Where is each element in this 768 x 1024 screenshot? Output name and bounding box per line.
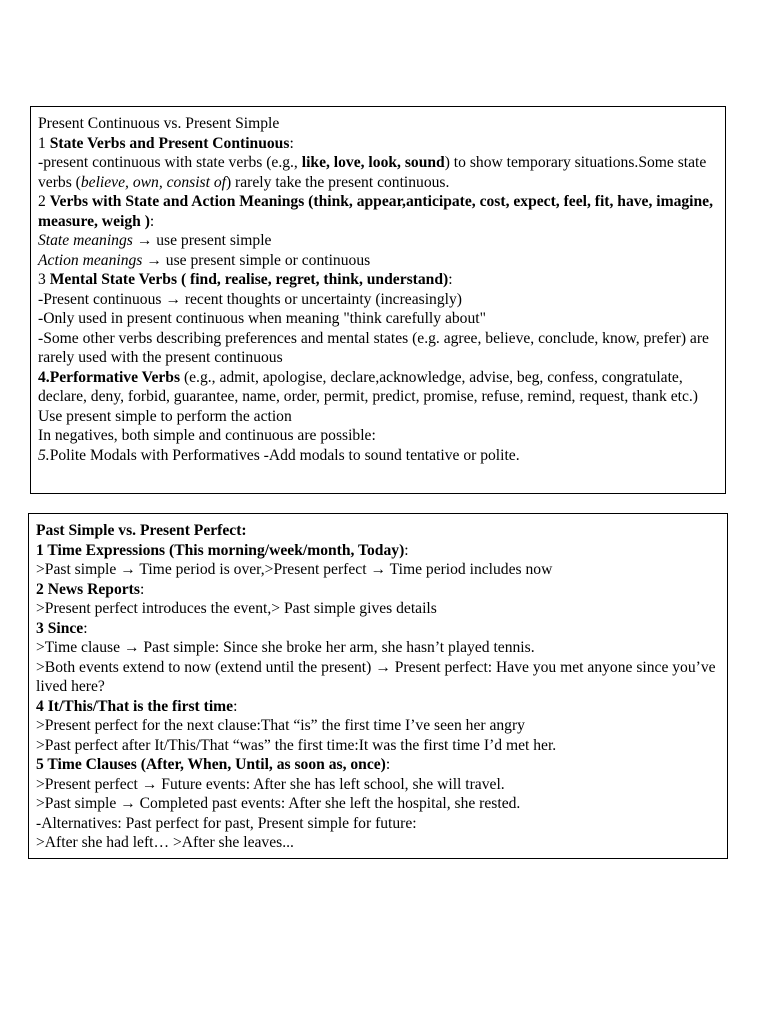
box1-section-3-line-3: -Some other verbs describing preferences and mental states (e.g. agree, believe, conclude, know, prefer) are rarely used with the present continuous [38,329,709,366]
box2-section-4-line-1: >Present perfect for the next clause:That “is” the first time I’ve seen her angry [36,717,525,734]
box2-section-5-heading: 5 Time Clauses (After, When, Until, as soon as, once): [36,756,391,773]
box2-section-3-line-1: >Time clause → Past simple: Since she broke her arm, she hasn’t played tennis. [36,639,535,656]
box1-section-2-heading: 2 Verbs with State and Action Meanings (think, appear,anticipate, cost, expect, feel, fit, have, imagine, measure, weigh ): [38,193,713,230]
box1-title: Present Continuous vs. Present Simple [38,115,280,132]
box2-section-5-line-1: >Present perfect → Future events: After she has left school, she will travel. [36,775,505,793]
box2-section-3-line-2: >Both events extend to now (extend until the present) → Present perfect: Have you met anyone since you’ve lived here? [36,658,716,695]
box1-section-2-line-2: Action meanings → use present simple or continuous [38,251,371,269]
box2-section-1-heading: 1 Time Expressions (This morning/week/month, Today): [36,541,409,559]
box1-section-4-heading: 4.Performative Verbs (e.g., admit, apologise, declare,acknowledge, advise, beg, confess, congratulate, declare, deny, forbid, guarantee, name, order, permit, predict, promise, refuse, remind, request, thank etc.) [38,368,698,405]
box2-section-3-heading: 3 Since: [36,619,88,637]
box1-section-5-heading: 5.Polite Modals with Performatives -Add modals to sound tentative or polite. [38,446,520,464]
box2-section-5-line-4: >After she had left… >After she leaves... [36,834,294,851]
box1-section-3-line-1: -Present continuous → recent thoughts or uncertainty (increasingly) [38,290,462,308]
box2-section-2-heading: 2 News Reports: [36,580,145,598]
box2-section-1-line-1: >Past simple → Time period is over,>Present perfect → Time period includes now [36,561,553,578]
box1-section-4-line-2: Use present simple to perform the action [38,407,292,425]
box2-section-5-line-3: -Alternatives: Past perfect for past, Present simple for future: [36,814,417,832]
past-simple-vs-present-perfect-box [28,513,728,859]
box2-title: Past Simple vs. Present Perfect: [36,522,247,539]
box2-section-4-line-2: >Past perfect after It/This/That “was” the first time:It was the first time I’d met her. [36,736,557,754]
box1-section-3-line-2: -Only used in present continuous when meaning "think carefully about" [38,310,486,327]
box1-section-4-line-3: In negatives, both simple and continuous are possible: [38,427,376,444]
present-continuous-vs-simple-box [30,106,726,494]
box2-section-4-heading: 4 It/This/That is the first time: [36,697,238,715]
box1-section-3-heading: 3 Mental State Verbs ( find, realise, regret, think, understand): [38,271,453,288]
box1-section-1-text: -present continuous with state verbs (e.g., like, love, look, sound) to show temporary situations.Some state verbs (believe, own, consist of) rarely take the present continuous. [38,154,707,191]
box1-section-2-line-1: State meanings → use present simple [38,232,272,249]
box2-section-2-line-1: >Present perfect introduces the event,> Past simple gives details [36,600,437,617]
box1-section-1-heading: 1 State Verbs and Present Continuous: [38,134,294,152]
box2-section-5-line-2: >Past simple → Completed past events: After she left the hospital, she rested. [36,795,521,812]
